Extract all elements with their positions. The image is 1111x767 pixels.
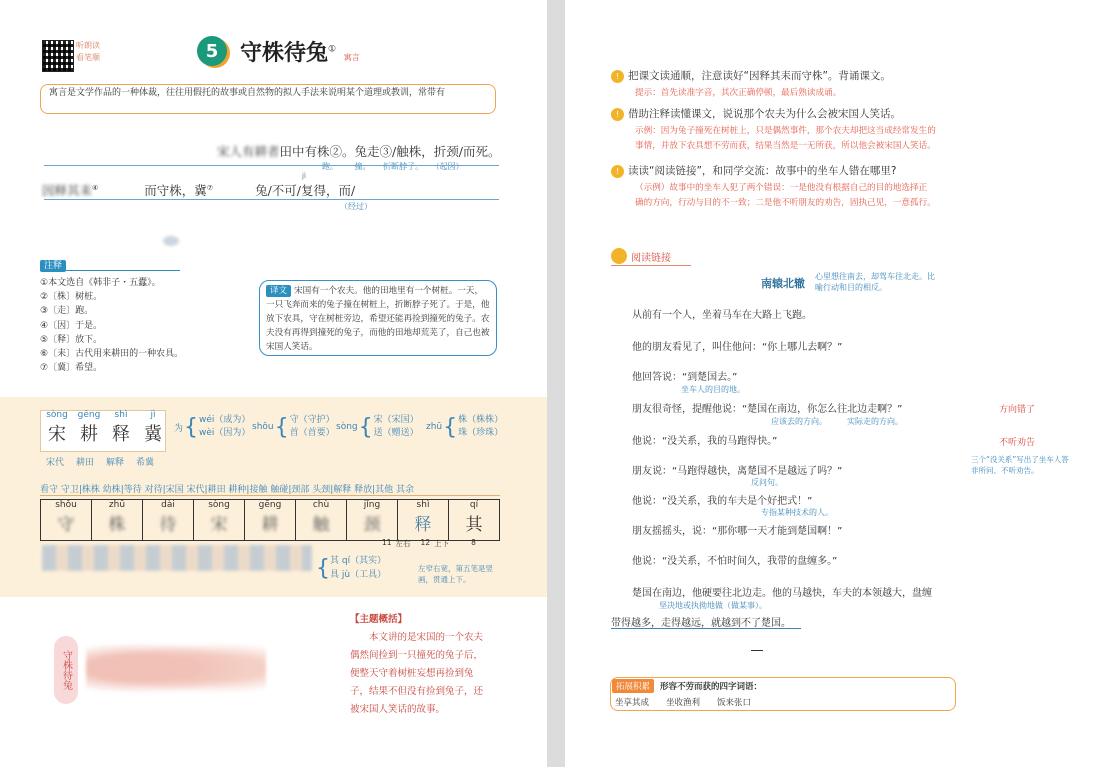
new-word-character: 冀: [144, 424, 162, 445]
text-line-1: [42, 142, 502, 160]
grid-pinyin: qí: [469, 500, 479, 510]
grid-cell: [398, 500, 449, 540]
story-paragraph: 他说：“没关系，我的马跑得快。”: [632, 436, 778, 447]
margin-note-wrong-direction: 方向错了: [999, 405, 1036, 415]
grid-character: 触: [312, 515, 330, 535]
grid-character: 颈: [363, 515, 381, 535]
question-2-text: 借助注释读懂课文，说说那个农夫为什么会被宋国人笑话。: [628, 108, 901, 120]
left-page: [0, 0, 547, 767]
story-paragraph: 朋友说：“马跑得越快，离楚国不是越远了吗？”: [632, 466, 843, 477]
theme-summary: [350, 611, 490, 719]
grid-cell: [41, 500, 92, 540]
grid-character: 宋: [210, 515, 228, 535]
reading-link-icon: [611, 248, 627, 264]
question-2: [611, 106, 901, 121]
grid-character: 守: [57, 515, 75, 535]
note-item: ④〔因〕于是。: [40, 320, 103, 331]
reading-link-underline: [611, 265, 691, 266]
poly-option: wéi（成为）: [199, 415, 251, 425]
note-cause: （起因）: [431, 162, 464, 171]
answer-line: 示例：因为兔子撞死在树桩上，只是偶然事件，那个农夫却把这当成经常发生的: [635, 126, 936, 136]
new-word-character: 释: [112, 424, 130, 445]
story-paragraph: 他的朋友看见了，叫住他问：“你上哪儿去啊？”: [632, 342, 843, 353]
poly-lead: 为: [174, 423, 184, 434]
notes-tag: 注释: [40, 260, 66, 272]
lesson-number: 5: [197, 36, 227, 66]
grid-pinyin: chù: [312, 500, 330, 510]
poly-lead: sòng: [336, 422, 358, 432]
grid-cell: [194, 500, 245, 540]
new-word-pinyin: gēng: [77, 410, 101, 420]
grid-cell: [143, 500, 194, 540]
new-word-character: 耕: [80, 424, 98, 445]
question-icon: !: [611, 165, 624, 178]
qi-option: 其 qí（其实）: [330, 556, 387, 566]
structure-note: 上下: [434, 539, 450, 548]
text-line-2: [42, 181, 355, 199]
grid-character: 释: [414, 515, 432, 535]
qr-label-listen: 听朗读: [76, 41, 100, 50]
genre-description-box: [40, 84, 496, 114]
qi-comparison: [316, 554, 386, 582]
note-item: ⑦〔冀〕希望。: [40, 363, 103, 374]
character-writing-grid: [40, 499, 500, 541]
answer-line: 确的方向，行动与目的不一致；二是他不听朋友的劝告，固执己见，一意孤行。: [635, 198, 936, 208]
reading-link-header: [611, 248, 671, 264]
compound-word: 耕田: [76, 458, 95, 468]
question-1: [611, 68, 891, 83]
poly-lead: shǒu: [252, 422, 274, 432]
extension-words: 坐享其成 坐收渔利 饭来张口: [615, 698, 752, 708]
new-word-compounds: [46, 455, 154, 468]
theme-text: 本文讲的是宋国的一个农夫偶然间捡到一只撞死的兔子后，便整天守着树桩妄想再捡到兔子，结果不但没有捡到兔子，还被宋国人笑话的故事。: [350, 632, 484, 715]
qi-writing-tip: 左窄右宽，第五笔是竖画，贯通上下。: [418, 564, 493, 584]
margin-note-ignore-advice: 不听劝告: [999, 438, 1036, 448]
reading-link-tag: 阅读链接: [631, 252, 671, 264]
story-note: 坐车人的目的地。: [681, 385, 745, 394]
poly-lead: zhū: [426, 422, 443, 432]
brace: {: [316, 555, 330, 581]
grid-cell: [92, 500, 143, 540]
poly-song: [336, 414, 419, 440]
word-strip: 看守 守卫|株株 幼株|等待 对待|宋国 宋代|耕田 耕种|接触 触碰|颈部 头颈|解释 释放|其他 其余: [40, 482, 500, 496]
text-line-1-text: 田中有株②。兔走③/触株，折颈/而死。: [279, 144, 501, 159]
story-title: 南辕北辙: [761, 277, 805, 290]
extension-tag: 拓展积累: [612, 679, 654, 693]
qr-label-stroke: 看笔顺: [76, 53, 100, 62]
grid-stroke-notes: [382, 538, 476, 549]
poly-option: 株（株株）: [458, 415, 504, 425]
story-underline: [611, 628, 801, 629]
genre-description: 寓言是文学作品的一种体裁，往往用假托的故事或自然物的拟人手法来说明某个道理或教训，常带有: [49, 88, 446, 98]
story-note: 应该去的方向。: [771, 417, 827, 426]
note-collide: 撞。: [354, 162, 371, 171]
new-word-pinyin: sòng: [46, 410, 68, 420]
grid-pinyin: zhū: [108, 500, 126, 510]
story-paragraph: 他回答说：“到楚国去。”: [632, 372, 738, 383]
brace: {: [274, 414, 289, 440]
question-3-text: 读读“阅读链接”，和同学交流：故事中的坐车人错在哪里?: [628, 165, 897, 177]
text-line-2-underline: [44, 199, 499, 200]
story-paragraph: 朋友很奇怪，提醒他说：“楚国在南边，你怎么往北边走啊？”: [632, 404, 903, 415]
new-words: [44, 410, 166, 446]
grid-character: 耕: [261, 515, 279, 535]
question-1-tip: 提示：首先读准字音，其次正确停顿，最后熟读成诵。: [635, 88, 842, 98]
text-line-1-underline: [44, 165, 499, 166]
brace: {: [358, 414, 373, 440]
new-word-pinyin: jì: [150, 410, 156, 420]
text-line-1-notes: [322, 161, 464, 172]
poly-option: 宋（宋国）: [373, 415, 419, 425]
title-footnote-mark: ①: [328, 44, 337, 55]
note-item: ⑥〔耒〕古代用来耕田的一种农具。: [40, 349, 184, 360]
structure-note: 左右: [395, 539, 411, 548]
note-item: ⑤〔释〕放下。: [40, 334, 103, 345]
story-title-note-line: 心里想往南去，却驾车往北走。比: [815, 272, 935, 281]
blurred-illustration: [86, 638, 266, 698]
grid-pinyin: jǐng: [363, 500, 381, 510]
compound-word: 宋代: [46, 458, 65, 468]
story-note: 实际走的方向。: [847, 417, 903, 426]
answer-line: （示例）故事中的坐车人犯了两个错误：一是他没有根据自己的目的地选择正: [635, 183, 928, 193]
text-line-2-blurred: 因释其耒: [42, 183, 93, 198]
stroke-count: 8: [471, 538, 476, 547]
notes-divider: [40, 270, 180, 271]
poly-option: wèi（因为）: [199, 428, 251, 438]
qi-option: 具 jù（工具）: [330, 570, 387, 580]
extension-header: [612, 679, 762, 693]
text-line-2-text: 而守株，冀: [144, 183, 207, 198]
compound-word: 希冀: [136, 458, 155, 468]
poly-shou: [252, 414, 335, 440]
new-word-char: [108, 410, 134, 446]
new-word-char: [44, 410, 70, 446]
grid-pinyin: dài: [161, 500, 175, 510]
grid-pinyin: shì: [416, 500, 430, 510]
side-label: 守株待兔: [54, 636, 78, 704]
poly-wei: [174, 414, 250, 440]
pinyin-ji: jì: [302, 172, 306, 180]
grid-pinyin: sòng: [208, 500, 230, 510]
footnote-mark-4: ④: [92, 183, 99, 192]
new-word-pinyin: shì: [114, 410, 128, 420]
lesson-title: [240, 36, 360, 67]
question-1-text: 把课文读通顺，注意读好“因释其耒而守株”。背诵课文。: [628, 70, 891, 82]
text-line-2-end: 兔/不可/复得，而/: [255, 183, 356, 198]
story-paragraph: 他说：“没关系，我的车夫是个好把式！”: [632, 496, 813, 507]
translation-box: [259, 280, 497, 356]
grid-character: 其: [465, 515, 483, 535]
story-note: 坚决地或执拗地做（做某事）。: [659, 601, 767, 610]
story-paragraph: 朋友摇摇头，说：“那你哪一天才能到楚国啊！”: [632, 526, 843, 537]
grid-cell: [296, 500, 347, 540]
grid-pinyin: shǒu: [55, 500, 77, 510]
notes-list: [40, 276, 183, 375]
question-2-answer: [635, 124, 936, 154]
grid-cell: [449, 500, 499, 540]
brace: {: [443, 414, 458, 440]
note-run: 跑。: [322, 162, 338, 171]
qr-code[interactable]: [42, 40, 74, 72]
story-paragraph: 带得越多，走得越远，就越到不了楚国。: [611, 618, 791, 629]
stroke-count: 12: [420, 538, 431, 547]
story-title-note: [815, 271, 935, 293]
note-item: ①本文选自《韩非子・五蠹》。: [40, 278, 161, 288]
story-title-note-line: 喻行动和目的相反。: [815, 283, 887, 292]
extension-title: 形容不劳而获的四字词语：: [660, 682, 763, 692]
lesson-title-text: 守株待兔: [240, 41, 329, 66]
grid-character: 待: [159, 515, 177, 535]
translation-tag: 译文: [266, 285, 291, 297]
compound-word: 解释: [106, 458, 125, 468]
new-word-char: [140, 410, 166, 446]
question-3: [611, 163, 896, 178]
story-paragraph: 楚国在南边，他硬要往北边走。他的马越快，车夫的本领越大，盘缠: [632, 588, 932, 599]
question-3-answer: [635, 181, 936, 211]
blur-smudge: [163, 236, 179, 246]
grid-character: 株: [108, 515, 126, 535]
stroke-count: 11: [382, 538, 392, 547]
text-line-1-blurred: 宋人有耕者: [217, 144, 280, 159]
new-word-char: [76, 410, 102, 446]
story-paragraph: 从前有一个人，坐着马车在大路上飞跑。: [632, 310, 812, 321]
margin-note-explanation: 三个“没关系”写出了坐车人答非所问、不听劝告。: [971, 455, 1069, 475]
story-note: 专指某种技术的人。: [761, 508, 833, 517]
note-process: （经过）: [340, 202, 372, 211]
note-item: ②〔株〕树桩。: [40, 292, 103, 303]
poly-option: 送（赠送）: [373, 428, 419, 438]
story-note: 反问句。: [751, 478, 783, 487]
story-paragraph: 他说：“没关系，不怕时间久，我带的盘缠多。”: [632, 556, 838, 567]
question-icon: !: [611, 70, 624, 83]
grid-pinyin: gēng: [258, 500, 282, 510]
blurred-region: [42, 545, 312, 571]
brace: {: [184, 414, 199, 440]
poly-option: 守（守护）: [289, 415, 335, 425]
note-break-neck: 折断脖子。: [383, 162, 424, 171]
page-number-mark: [751, 650, 763, 651]
poly-option: 珠（珍珠）: [458, 428, 504, 438]
genre-annotation: 寓言: [343, 53, 360, 62]
qr-label: [76, 40, 100, 64]
poly-zhu: [426, 414, 503, 440]
grid-cell: [347, 500, 398, 540]
grid-cell: [245, 500, 296, 540]
theme-title: 【主题概括】: [350, 614, 408, 625]
question-icon: !: [611, 108, 624, 121]
note-item: ③〔走〕跑。: [40, 306, 94, 317]
right-page: [565, 0, 1111, 767]
poly-option: 首（首要）: [289, 428, 335, 438]
answer-line: 事情，并放下农具想不劳而获，结果当然是一无所获，所以他会被宋国人笑话。: [635, 141, 936, 151]
new-word-character: 宋: [48, 424, 66, 445]
translation-text: 宋国有一个农夫。他的田地里有一个树桩。一天，一只飞奔而来的兔子撞在树桩上，折断脖子死了。于是，他放下农具，守在树桩旁边，希望还能再捡到撞死的兔子。农夫没有再得到撞死的兔子，而他的田地却荒芜了，自己也被宋国人笑话。: [266, 286, 490, 352]
footnote-mark-7: ⑦: [206, 183, 214, 192]
